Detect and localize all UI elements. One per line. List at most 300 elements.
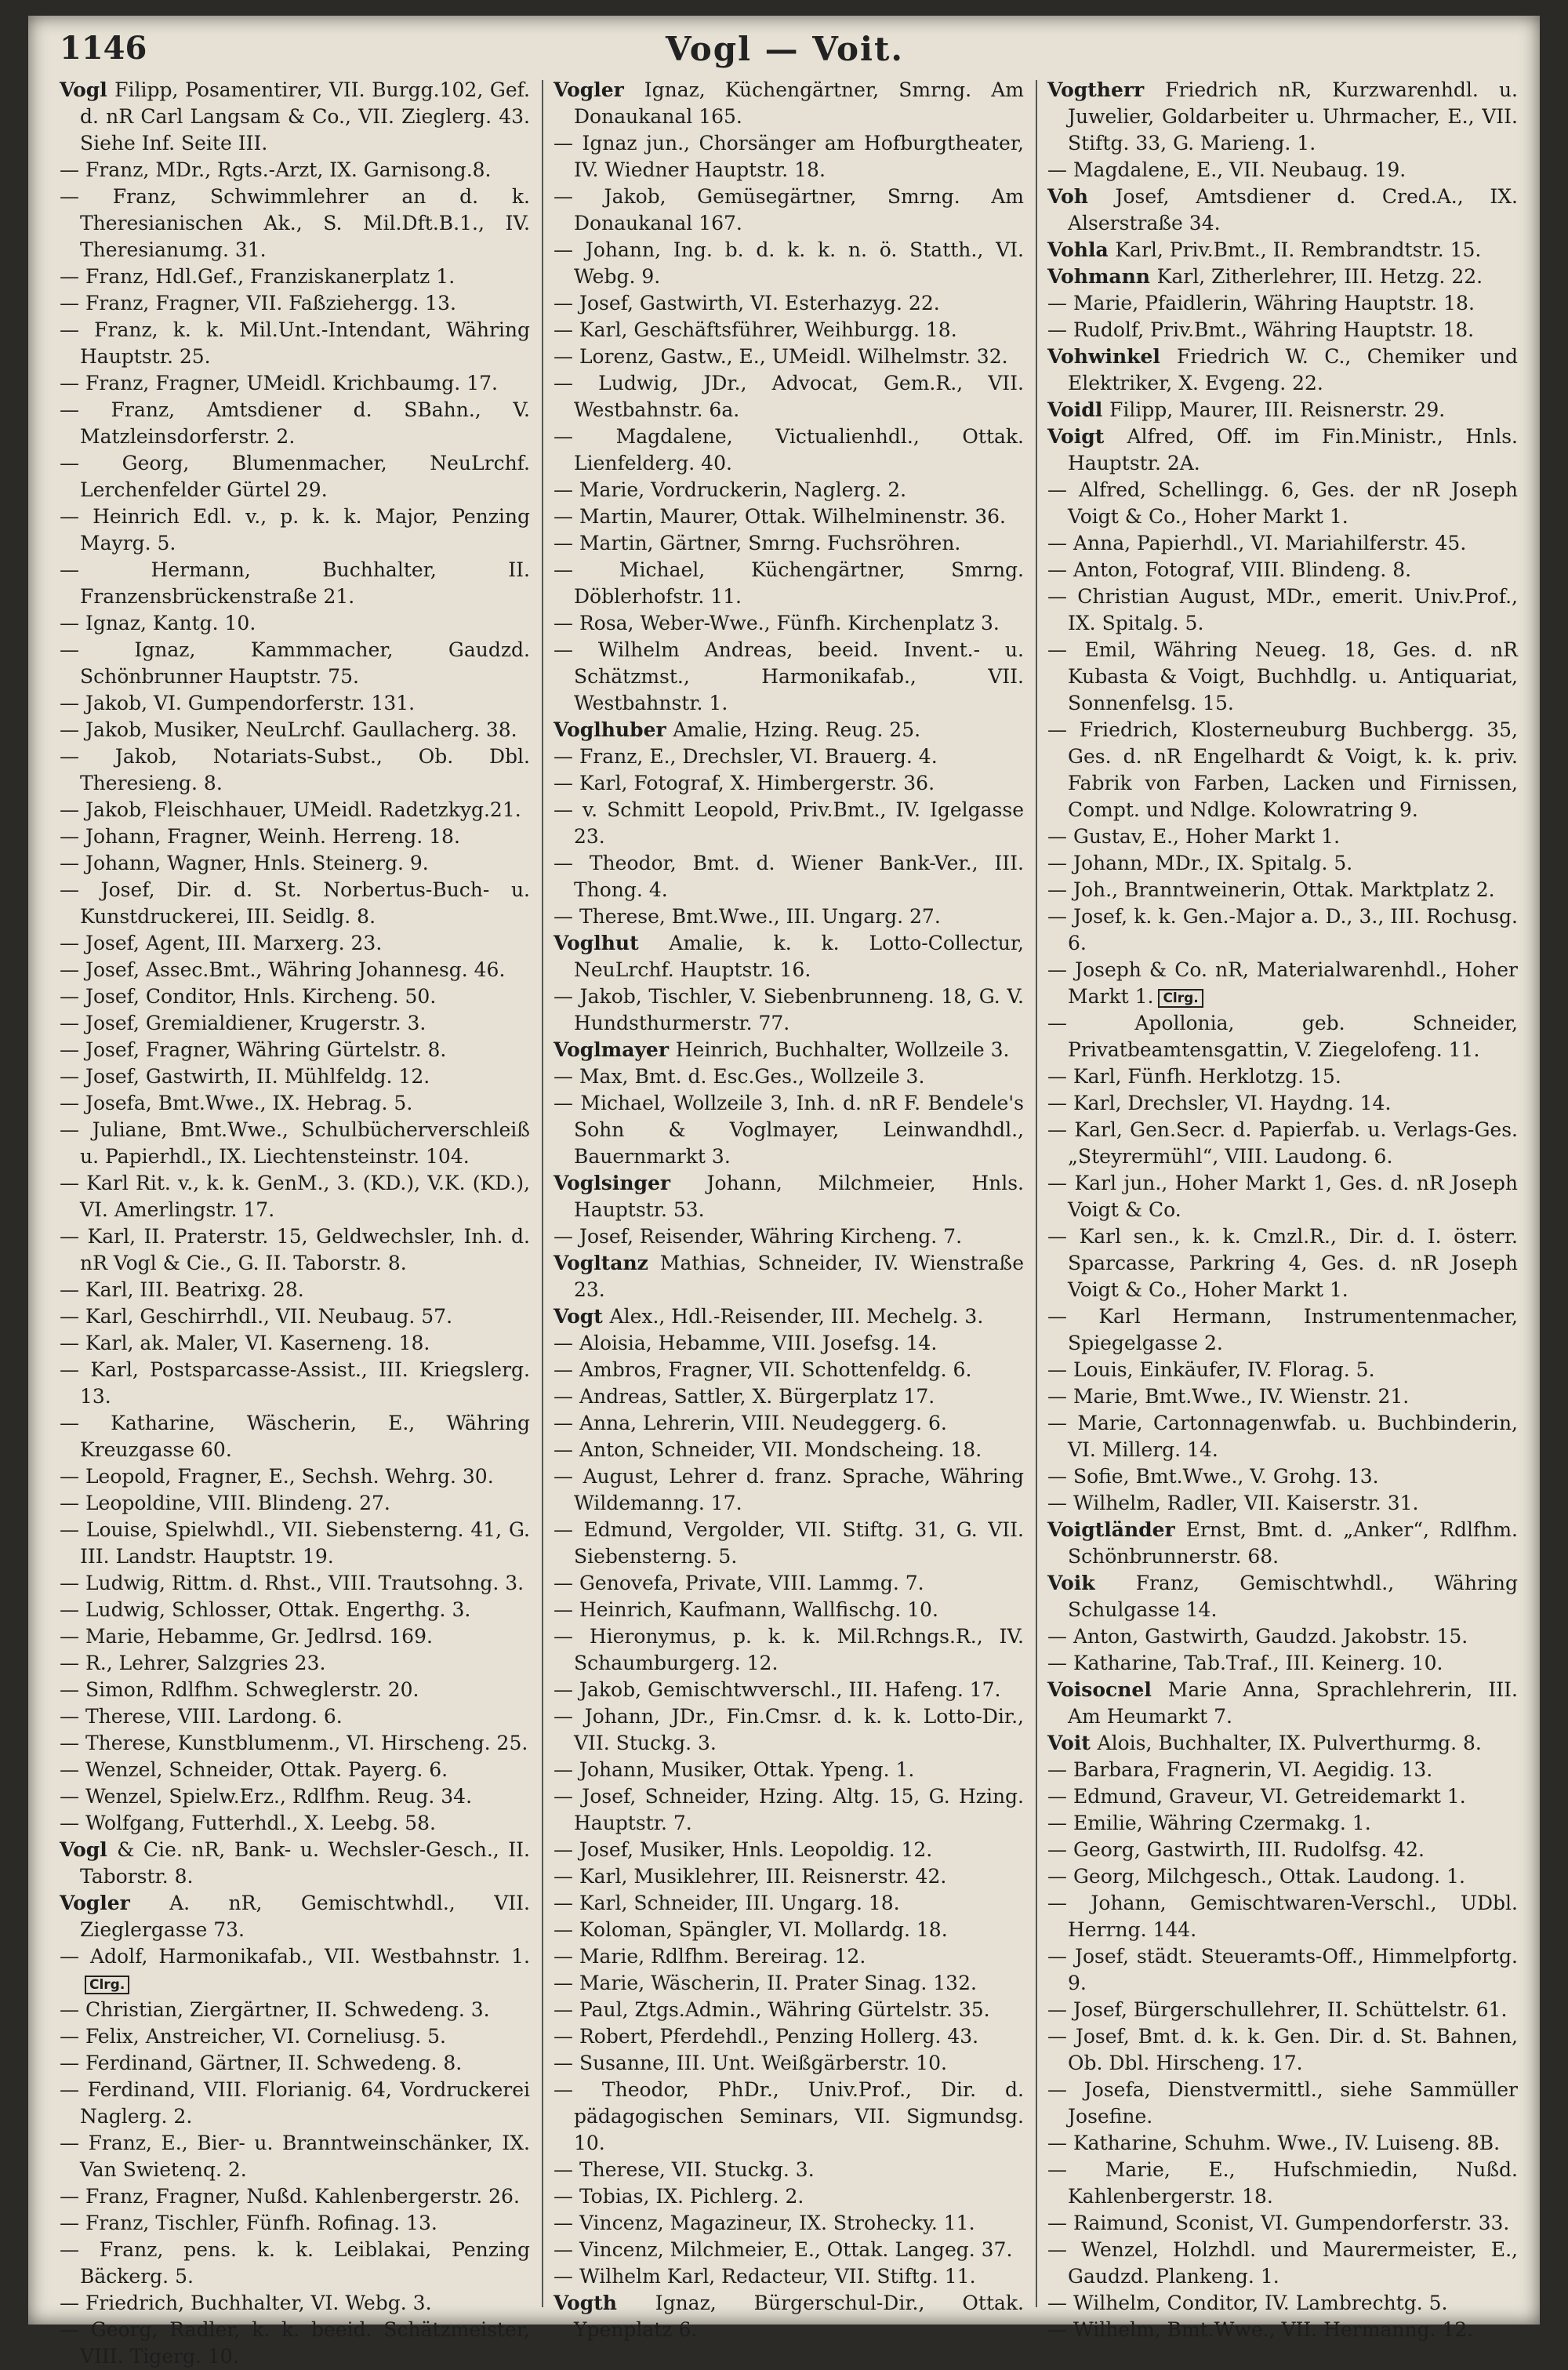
directory-entry (60, 1943, 530, 1997)
directory-entry (60, 690, 530, 717)
directory-entry (60, 503, 530, 557)
entry-text: Filipp, Maurer, III. Reisnerstr. 29. (1109, 398, 1446, 421)
directory-entry (554, 2050, 1024, 2077)
entry-text: — Rosa, Weber-Wwe., Fünfh. Kirchenplatz 3. (554, 612, 1000, 634)
directory-entry (1047, 1757, 1518, 1783)
directory-entry (60, 1650, 530, 1677)
entry-text: — Josef, Gastwirth, II. Mühlfeldg. 12. (60, 1065, 430, 1088)
directory-entry (1047, 1810, 1518, 1837)
entry-surname: Vohwinkel (1047, 345, 1178, 368)
directory-entry (554, 903, 1024, 930)
directory-entry (554, 983, 1024, 1037)
entry-text: — Anton, Gastwirth, Gaudzd. Jakobstr. 15. (1047, 1625, 1468, 1648)
entry-text: — Anna, Papierhdl., VI. Mariahilferstr. 45. (1047, 532, 1467, 554)
directory-entry (60, 983, 530, 1010)
directory-entry (1047, 2317, 1518, 2343)
entry-text: — Josef, städt. Steueramts-Off., Himmelpfortg. 9. (1047, 1945, 1518, 1994)
entry-text: — Marie, Hebamme, Gr. Jedlrsd. 169. (60, 1625, 433, 1648)
entry-surname: Voglhut (554, 932, 670, 954)
directory-entry (1047, 1570, 1518, 1623)
directory-entry (554, 1943, 1024, 1970)
directory-entry (60, 2077, 530, 2130)
directory-entry (1047, 1623, 1518, 1650)
directory-entry (1047, 237, 1518, 264)
entry-text: — Heinrich, Kaufmann, Wallfischg. 10. (554, 1598, 938, 1621)
entry-text: — Hermann, Buchhalter, II. Franzensbrückenstraße 21. (60, 558, 530, 608)
entry-surname: Voigtländer (1047, 1518, 1186, 1541)
entry-text: Karl, Priv.Bmt., II. Rembrandtstr. 15. (1115, 238, 1482, 261)
entry-text: — Johann, Ing. b. d. k. k. n. ö. Statth., VI. Webg. 9. (554, 238, 1024, 288)
entry-surname: Vogl (60, 78, 115, 101)
directory-entry (60, 1890, 530, 1943)
directory-entry (1047, 264, 1518, 290)
entry-surname: Voglsinger (554, 1172, 707, 1194)
directory-entry (1047, 290, 1518, 317)
entry-text: — Franz, Amtsdiener d. SBahn., V. Matzleinsdorferstr. 2. (60, 398, 530, 448)
directory-entry (554, 1383, 1024, 1410)
directory-entry (554, 1597, 1024, 1623)
entry-text: — Friedrich, Klosterneuburg Buchbergg. 35, Ges. d. nR Engelhardt & Voigt, k. k. priv. Fabrik von Farben, Lacken und Firnissen, Compt. und Ndlge. Kolowratring 9. (1047, 718, 1518, 821)
directory-entry (554, 184, 1024, 237)
entry-text: — Ludwig, JDr., Advocat, Gem.R., VII. Westbahnstr. 6a. (554, 372, 1024, 421)
entry-surname: Vogtherr (1047, 78, 1166, 101)
directory-entry (1047, 2023, 1518, 2077)
entry-surname: Voit (1047, 1732, 1098, 1754)
entry-text: Johann, Milchmeier, Hnls. Hauptstr. 53. (574, 1172, 1024, 1221)
directory-entry (1047, 823, 1518, 850)
entry-text: Alex., Hdl.-Reisender, III. Mechelg. 3. (609, 1305, 984, 1328)
directory-entry (1047, 1223, 1518, 1303)
entry-text: — Karl, Schneider, III. Ungarg. 18. (554, 1892, 900, 1914)
directory-entry (1047, 397, 1518, 423)
directory-entry (554, 1703, 1024, 1757)
entry-text: — Ambros, Fragner, VII. Schottenfeldg. 6. (554, 1358, 972, 1381)
directory-entry (60, 2183, 530, 2210)
directory-entry (1047, 1357, 1518, 1383)
directory-entry (1047, 184, 1518, 237)
directory-entry (554, 2237, 1024, 2263)
directory-entry (60, 2317, 530, 2370)
entry-text: — Karl sen., k. k. Cmzl.R., Dir. d. I. österr. Sparcasse, Parkring 4, Ges. d. nR Joseph Voigt & Co., Hoher Markt 1. (1047, 1225, 1518, 1301)
directory-entry (1047, 1490, 1518, 1517)
directory-entry (1047, 1410, 1518, 1463)
entry-text: — Katharine, Tab.Traf., III. Keinerg. 10. (1047, 1652, 1443, 1674)
directory-entry (554, 1757, 1024, 1783)
entry-text: — Franz, Hdl.Gef., Franziskanerplatz 1. (60, 265, 456, 288)
entry-text: — Hieronymus, p. k. k. Mil.Rchngs.R., IV. Schaumburgerg. 12. (554, 1625, 1024, 1674)
directory-entry (60, 157, 530, 184)
entry-text: — Franz, MDr., Rgts.-Arzt, IX. Garnisong.8. (60, 158, 492, 181)
directory-entry (1047, 530, 1518, 557)
column-3 (1047, 77, 1518, 2341)
entry-text: — Franz, Fragner, UMeidl. Krichbaumg. 17. (60, 372, 498, 394)
directory-entry (60, 823, 530, 850)
entry-text: — Wolfgang, Futterhdl., X. Leebg. 58. (60, 1812, 436, 1834)
entry-text: — Wilhelm, Conditor, IV. Lambrechtg. 5. (1047, 2292, 1448, 2314)
directory-entry (60, 1783, 530, 1810)
entry-text: Ignaz, Küchengärtner, Smrng. Am Donaukanal 165. (574, 78, 1024, 128)
entry-text: — Joh., Branntweinerin, Ottak. Marktplatz 2. (1047, 878, 1495, 901)
directory-entry (1047, 903, 1518, 957)
directory-entry (554, 2023, 1024, 2050)
entry-text: — Josef, Bürgerschullehrer, II. Schüttelstr. 61. (1047, 1998, 1508, 2021)
entry-text: — Ignaz jun., Chorsänger am Hofburgtheater, IV. Wiedner Hauptstr. 18. (554, 132, 1024, 181)
entry-text: — Anton, Schneider, VII. Mondscheing. 18. (554, 1438, 982, 1461)
directory-entry (1047, 1170, 1518, 1223)
entry-text: — Edmund, Vergolder, VII. Stiftg. 31, G. VII. Siebensterng. 5. (554, 1518, 1024, 1568)
directory-entry (60, 957, 530, 983)
entry-surname: Vogler (554, 78, 644, 101)
entry-text: — Friedrich, Buchhalter, VI. Webg. 3. (60, 2292, 432, 2314)
directory-entry (60, 877, 530, 930)
directory-entry (554, 743, 1024, 770)
entry-text: — Therese, Kunstblumenm., VI. Hirscheng. 25. (60, 1732, 528, 1754)
directory-entry (1047, 1463, 1518, 1490)
directory-entry (60, 370, 530, 397)
entry-text: — Leopoldine, VIII. Blindeng. 27. (60, 1492, 390, 1514)
directory-entry (1047, 850, 1518, 877)
entry-text: Heinrich, Buchhalter, Wollzeile 3. (675, 1038, 1010, 1061)
directory-entry (60, 797, 530, 823)
entry-text: — Therese, VIII. Lardong. 6. (60, 1705, 343, 1728)
directory-entry (554, 2290, 1024, 2343)
directory-entry (554, 1517, 1024, 1570)
directory-entry (1047, 2210, 1518, 2237)
entry-text: — Andreas, Sattler, X. Bürgerplatz 17. (554, 1385, 935, 1408)
directory-entry (554, 317, 1024, 344)
directory-entry (60, 1463, 530, 1490)
directory-entry (1047, 1383, 1518, 1410)
directory-entry (1047, 1063, 1518, 1090)
entry-text: — Anna, Lehrerin, VIII. Neudeggerg. 6. (554, 1412, 947, 1434)
entry-text: — Johann, Musiker, Ottak. Ypeng. 1. (554, 1758, 915, 1781)
directory-entry (60, 1517, 530, 1570)
entry-text: — R., Lehrer, Salzgries 23. (60, 1652, 326, 1674)
directory-entry (554, 1837, 1024, 1863)
entry-surname: Vogt (554, 1305, 610, 1328)
entry-text: — Max, Bmt. d. Esc.Ges., Wollzeile 3. (554, 1065, 925, 1088)
entry-text: — Ferdinand, VIII. Florianig. 64, Vordruckerei Naglerg. 2. (60, 2078, 530, 2128)
entry-text: — Johann, JDr., Fin.Cmsr. d. k. k. Lotto-Dir., VII. Stuckg. 3. (554, 1705, 1024, 1754)
entry-text: — Leopold, Fragner, E., Sechsh. Wehrg. 30. (60, 1465, 494, 1488)
entry-text: — Josef, Agent, III. Marxerg. 23. (60, 932, 383, 954)
entry-surname: Voigt (1047, 425, 1127, 448)
entry-text: — Josefa, Dienstvermittl., siehe Sammüller Josefine. (1047, 2078, 1518, 2128)
entry-text: — Franz, E., Bier- u. Branntweinschänker, IX. Van Swietenq. 2. (60, 2132, 530, 2181)
entry-text: — Franz, pens. k. k. Leiblakai, Penzing Bäckerg. 5. (60, 2238, 530, 2288)
directory-entry (60, 637, 530, 690)
entry-text: — Josef, Schneider, Hzing. Altg. 15, G. Hzing. Hauptstr. 7. (554, 1785, 1024, 1834)
column-1 (60, 77, 530, 2368)
entry-text: — Georg, Milchgesch., Ottak. Laudong. 1. (1047, 1865, 1465, 1888)
directory-entry (60, 1570, 530, 1597)
entry-text: — Magdalene, E., VII. Neubaug. 19. (1047, 158, 1406, 181)
directory-entry (1047, 157, 1518, 184)
entry-text: — Marie, Pfaidlerin, Währing Hauptstr. 18. (1047, 292, 1475, 314)
directory-entry (60, 1837, 530, 1890)
entry-text: — Ludwig, Schlosser, Ottak. Engerthg. 3. (60, 1598, 471, 1621)
directory-entry (554, 797, 1024, 850)
directory-entry (554, 1783, 1024, 1837)
directory-entry (60, 2237, 530, 2290)
entry-text: — Jakob, Gemüsegärtner, Smrng. Am Donaukanal 167. (554, 185, 1024, 234)
directory-entry (554, 1357, 1024, 1383)
entry-text: — Raimund, Sconist, VI. Gumpendorferstr. 33. (1047, 2212, 1510, 2234)
entry-text: — Georg, Gastwirth, III. Rudolfsg. 42. (1047, 1838, 1425, 1861)
directory-entry (60, 290, 530, 317)
entry-surname: Voik (1047, 1572, 1136, 1594)
directory-entry (1047, 1303, 1518, 1357)
entry-text: Marie Anna, Sprachlehrerin, III. Am Heumarkt 7. (1068, 1678, 1518, 1728)
entry-text: — Magdalene, Victualienhdl., Ottak. Lienfelderg. 40. (554, 425, 1024, 474)
directory-entry (554, 2183, 1024, 2210)
entry-text: — Therese, Bmt.Wwe., III. Ungarg. 27. (554, 905, 941, 928)
directory-entry (554, 717, 1024, 743)
directory-entry (60, 1597, 530, 1623)
directory-entry (60, 850, 530, 877)
entry-text: — Marie, Rdlfhm. Bereirag. 12. (554, 1945, 866, 1968)
directory-entry (554, 1863, 1024, 1890)
entry-text: — Karl, Postsparcasse-Assist., III. Kriegslerg. 13. (60, 1358, 530, 1408)
clrg-stamp: Clrg. (1158, 989, 1203, 1008)
entry-text: Josef, Amtsdiener d. Cred.A., IX. Alserstraße 34. (1068, 185, 1518, 234)
entry-text: — Katharine, Schuhm. Wwe., IV. Luiseng. 8B. (1047, 2132, 1501, 2154)
entry-text: Friedrich nR, Kurzwarenhdl. u. Juwelier, Goldarbeiter u. Uhrmacher, E., VII. Stiftg. 33, G. Marieng. 1. (1068, 78, 1518, 154)
directory-entry (1047, 1677, 1518, 1730)
directory-entry (60, 1277, 530, 1303)
entry-text: — Josefa, Bmt.Wwe., IX. Hebrag. 5. (60, 1092, 413, 1114)
entry-text: — v. Schmitt Leopold, Priv.Bmt., IV. Igelgasse 23. (554, 798, 1024, 848)
entry-text: — Franz, k. k. Mil.Unt.-Intendant, Währing Hauptstr. 25. (60, 318, 530, 368)
directory-entry (554, 1570, 1024, 1597)
entry-text: — Josef, Bmt. d. k. k. Gen. Dir. d. St. Bahnen, Ob. Dbl. Hirscheng. 17. (1047, 2025, 1518, 2074)
directory-entry (1047, 877, 1518, 903)
directory-entry (554, 290, 1024, 317)
entry-text: — Susanne, III. Unt. Weißgärberstr. 10. (554, 2052, 947, 2074)
directory-entry (60, 1677, 530, 1703)
entry-text: — Vincenz, Milchmeier, E., Ottak. Langeg. 37. (554, 2238, 1013, 2261)
directory-entry (1047, 1863, 1518, 1890)
directory-entry (60, 1117, 530, 1170)
directory-entry (1047, 1010, 1518, 1063)
entry-text: — Karl, Gen.Secr. d. Papierfab. u. Verlags-Ges. „Steyrermühl“, VIII. Laudong. 6. (1047, 1118, 1518, 1168)
entry-text: — Karl, Fotograf, X. Himbergerstr. 36. (554, 772, 935, 794)
directory-entry (60, 2050, 530, 2077)
directory-entry (60, 1410, 530, 1463)
directory-entry (554, 2157, 1024, 2183)
entry-text: — Emilie, Währing Czermakg. 1. (1047, 1812, 1371, 1834)
entry-text: — Karl, Drechsler, VI. Haydng. 14. (1047, 1092, 1392, 1114)
entry-text: — Georg, Blumenmacher, NeuLrchf. Lerchenfelder Gürtel 29. (60, 452, 530, 501)
directory-entry (554, 77, 1024, 130)
directory-entry (554, 1410, 1024, 1437)
directory-entry (554, 1063, 1024, 1090)
directory-entry (1047, 317, 1518, 344)
entry-text: — Marie, Vordruckerin, Naglerg. 2. (554, 478, 907, 501)
directory-entry (1047, 477, 1518, 530)
entry-text: — Marie, Wäscherin, II. Prater Sinag. 132. (554, 1972, 977, 1994)
directory-entry (1047, 1997, 1518, 2023)
directory-entry (60, 717, 530, 743)
page-header (60, 30, 1510, 71)
entry-text: — Jakob, Fleischhauer, UMeidl. Radetzkyg.21. (60, 798, 521, 821)
entry-text: Mathias, Schneider, IV. Wienstraße 23. (574, 1252, 1024, 1301)
entry-surname: Vogl (60, 1838, 118, 1861)
page-number: 1146 (60, 30, 147, 67)
entry-text: — Apollonia, geb. Schneider, Privatbeamtensgattin, V. Ziegelofeng. 11. (1047, 1012, 1518, 1061)
directory-entry (1047, 1730, 1518, 1757)
entry-text: — Genovefa, Private, VIII. Lammg. 7. (554, 1572, 924, 1594)
entry-surname: Vohmann (1047, 265, 1157, 288)
directory-entry (1047, 2077, 1518, 2130)
directory-entry (60, 1997, 530, 2023)
entry-text: — Ignaz, Kammmacher, Gaudzd. Schönbrunner Hauptstr. 75. (60, 638, 530, 688)
directory-entry (1047, 1117, 1518, 1170)
directory-entry (554, 1223, 1024, 1250)
entry-text: — Tobias, IX. Pichlerg. 2. (554, 2185, 804, 2208)
directory-entry (60, 2023, 530, 2050)
entry-text: & Cie. nR, Bank- u. Wechsler-Gesch., II. Taborstr. 8. (80, 1838, 530, 1888)
entry-text: A. nR, Gemischtwhdl., VII. Zieglergasse 73. (80, 1892, 530, 1941)
entry-text: — Wilhelm, Bmt.Wwe., VII. Hermanng. 12. (1047, 2318, 1474, 2341)
directory-entry (554, 1090, 1024, 1170)
directory-entry (554, 423, 1024, 477)
entry-text: Karl, Zitherlehrer, III. Hetzg. 22. (1156, 265, 1483, 288)
directory-entry (554, 1623, 1024, 1677)
directory-entry (1047, 583, 1518, 637)
entry-text: Alfred, Off. im Fin.Ministr., Hnls. Hauptstr. 2A. (1068, 425, 1518, 474)
entry-text: — Anton, Fotograf, VIII. Blindeng. 8. (1047, 558, 1412, 581)
clrg-stamp: Clrg. (85, 1976, 129, 1994)
directory-entry (60, 1037, 530, 1063)
entry-text: Friedrich W. C., Chemiker und Elektriker, X. Evgeng. 22. (1068, 345, 1518, 394)
entry-text: — Ferdinand, Gärtner, II. Schwedeng. 8. (60, 2052, 463, 2074)
running-head: Vogl — Voit. (665, 30, 905, 68)
directory-entry (554, 610, 1024, 637)
directory-entry (1047, 1783, 1518, 1810)
entry-text: — Wenzel, Spielw.Erz., Rdlfhm. Reug. 34. (60, 1785, 473, 1808)
entry-text: — Josef, k. k. Gen.-Major a. D., 3., III. Rochusg. 6. (1047, 905, 1518, 954)
directory-entry (1047, 1943, 1518, 1997)
directory-entry (554, 557, 1024, 610)
entry-text: — Karl, III. Beatrixg. 28. (60, 1278, 304, 1301)
entry-text: — Martin, Gärtner, Smrng. Fuchsröhren. (554, 532, 961, 554)
entry-text: Filipp, Posamentirer, VII. Burgg.102, Gef. d. nR Carl Langsam & Co., VII. Zieglerg. 43. Siehe Inf. Seite III. (80, 78, 530, 154)
entry-text: — Wenzel, Holzhdl. und Maurermeister, E., Gaudzd. Plankeng. 1. (1047, 2238, 1518, 2288)
directory-entry (554, 344, 1024, 370)
entry-text: — Juliane, Bmt.Wwe., Schulbücherverschleiß u. Papierhdl., IX. Liechtensteinstr. 104. (60, 1118, 530, 1168)
column-2 (554, 77, 1024, 2341)
entry-text: — Franz, Tischler, Fünfh. Rofinag. 13. (60, 2212, 437, 2234)
entry-text: — Karl, Musiklehrer, III. Reisnerstr. 42. (554, 1865, 947, 1888)
directory-entry (1047, 1890, 1518, 1943)
entry-text: — Josef, Conditor, Hnls. Kircheng. 50. (60, 985, 437, 1008)
entry-surname: Voisocnel (1047, 1678, 1168, 1701)
directory-entry (60, 1090, 530, 1117)
directory-entry (554, 850, 1024, 903)
entry-text: — Josef, Assec.Bmt., Währing Johannesg. 46. (60, 958, 506, 981)
directory-entry (1047, 2237, 1518, 2290)
entry-text: — Adolf, Harmonikafab., VII. Westbahnstr. 1. (60, 1945, 530, 1968)
entry-text: — Karl Rit. v., k. k. GenM., 3. (KD.), V.K. (KD.), VI. Amerlingstr. 17. (60, 1172, 530, 1221)
directory-entry (60, 1357, 530, 1410)
directory-entry (554, 1997, 1024, 2023)
directory-entry (60, 1303, 530, 1330)
entry-text: — Michael, Wollzeile 3, Inh. d. nR F. Bendele's Sohn & Voglmayer, Leinwandhdl., Bauernmarkt 3. (554, 1092, 1024, 1168)
entry-surname: Vogltanz (554, 1252, 660, 1274)
entry-text: — Louis, Einkäufer, IV. Florag. 5. (1047, 1358, 1375, 1381)
entry-text: — Josef, Fragner, Währing Gürtelstr. 8. (60, 1038, 447, 1061)
entry-text: Franz, Gemischtwhdl., Währing Schulgasse 14. (1068, 1572, 1518, 1621)
entry-text: — Michael, Küchengärtner, Smrng. Döblerhofstr. 11. (554, 558, 1024, 608)
entry-text: — Franz, Schwimmlehrer an d. k. Theresianischen Ak., S. Mil.Dft.B.1., IV. Theresianumg. 31. (60, 185, 530, 261)
entry-text: — Georg, Radler, k. k. beeid. Schätzmeister, VIII. Tigerg. 10. (60, 2318, 530, 2368)
directory-entry (60, 1170, 530, 1223)
entry-text: — Marie, Cartonnagenwfab. u. Buchbinderin, VI. Millerg. 14. (1047, 1412, 1518, 1461)
directory-entry (60, 1330, 530, 1357)
directory-entry (60, 77, 530, 157)
directory-entry (1047, 2130, 1518, 2157)
directory-entry (1047, 717, 1518, 823)
directory-entry (554, 530, 1024, 557)
directory-entry (554, 1917, 1024, 1943)
entry-text: — Johann, Fragner, Weinh. Herreng. 18. (60, 825, 460, 848)
entry-text: — Jakob, Notariats-Subst., Ob. Dbl. Theresieng. 8. (60, 745, 530, 794)
entry-text: — Wilhelm, Radler, VII. Kaiserstr. 31. (1047, 1492, 1419, 1514)
directory-entry (60, 184, 530, 264)
directory-entry (60, 1490, 530, 1517)
entry-text: — Felix, Anstreicher, VI. Corneliusg. 5. (60, 2025, 446, 2048)
entry-text: — Sofie, Bmt.Wwe., V. Grohg. 13. (1047, 1465, 1379, 1488)
entry-text: — Simon, Rdlfhm. Schweglerstr. 20. (60, 1678, 419, 1701)
entry-text: — Martin, Maurer, Ottak. Wilhelminenstr. 36. (554, 505, 1006, 528)
entry-text: — Karl, Geschirrhdl., VII. Neubaug. 57. (60, 1305, 453, 1328)
entry-text: — Joseph & Co. nR, Materialwarenhdl., Hoher Markt 1. (1047, 958, 1518, 1008)
entry-text: — Karl, Fünfh. Herklotzg. 15. (1047, 1065, 1341, 1088)
directory-entry (1047, 637, 1518, 717)
entry-surname: Voidl (1047, 398, 1109, 421)
directory-entry (1047, 2290, 1518, 2317)
directory-entry (60, 1623, 530, 1650)
entry-text: Ignaz, Bürgerschul-Dir., Ottak. Ypenplatz 6. (574, 2292, 1024, 2341)
entry-text: — Edmund, Graveur, VI. Getreidemarkt 1. (1047, 1785, 1466, 1808)
directory-entry (1047, 2157, 1518, 2210)
entry-text: Amalie, Hzing. Reug. 25. (673, 718, 921, 741)
entry-text: — Alfred, Schellingg. 6, Ges. der nR Joseph Voigt & Co., Hoher Markt 1. (1047, 478, 1518, 528)
entry-text: — Wenzel, Schneider, Ottak. Payerg. 6. (60, 1758, 448, 1781)
directory-entry (554, 370, 1024, 423)
directory-entry (60, 2290, 530, 2317)
entry-text: — Barbara, Fragnerin, VI. Aegidig. 13. (1047, 1758, 1433, 1781)
directory-entry (554, 1970, 1024, 1997)
entry-text: — Karl, II. Praterstr. 15, Geldwechsler, Inh. d. nR Vogl & Cie., G. II. Taborstr. 8. (60, 1225, 530, 1274)
directory-entry (1047, 557, 1518, 583)
entry-text: — Jakob, VI. Gumpendorferstr. 131. (60, 692, 416, 714)
directory-entry (60, 1730, 530, 1757)
directory-entry (554, 770, 1024, 797)
directory-entry (1047, 77, 1518, 157)
entry-text: — Franz, E., Drechsler, VI. Brauerg. 4. (554, 745, 938, 768)
entry-text: — Jakob, Musiker, NeuLrchf. Gaullacherg. 38. (60, 718, 517, 741)
directory-entry (60, 1223, 530, 1277)
entry-text: — Jakob, Gemischtwverschl., III. Hafeng. 17. (554, 1678, 1001, 1701)
entry-text: — Katharine, Wäscherin, E., Währing Kreuzgasse 60. (60, 1412, 530, 1461)
directory-entry (554, 237, 1024, 290)
directory-entry (554, 1437, 1024, 1463)
entry-text: — Therese, VII. Stuckg. 3. (554, 2158, 815, 2181)
entry-text: — Ludwig, Rittm. d. Rhst., VIII. Trautsohng. 3. (60, 1572, 524, 1594)
entry-text: — Wilhelm Karl, Redacteur, VII. Stiftg. 11. (554, 2265, 976, 2288)
